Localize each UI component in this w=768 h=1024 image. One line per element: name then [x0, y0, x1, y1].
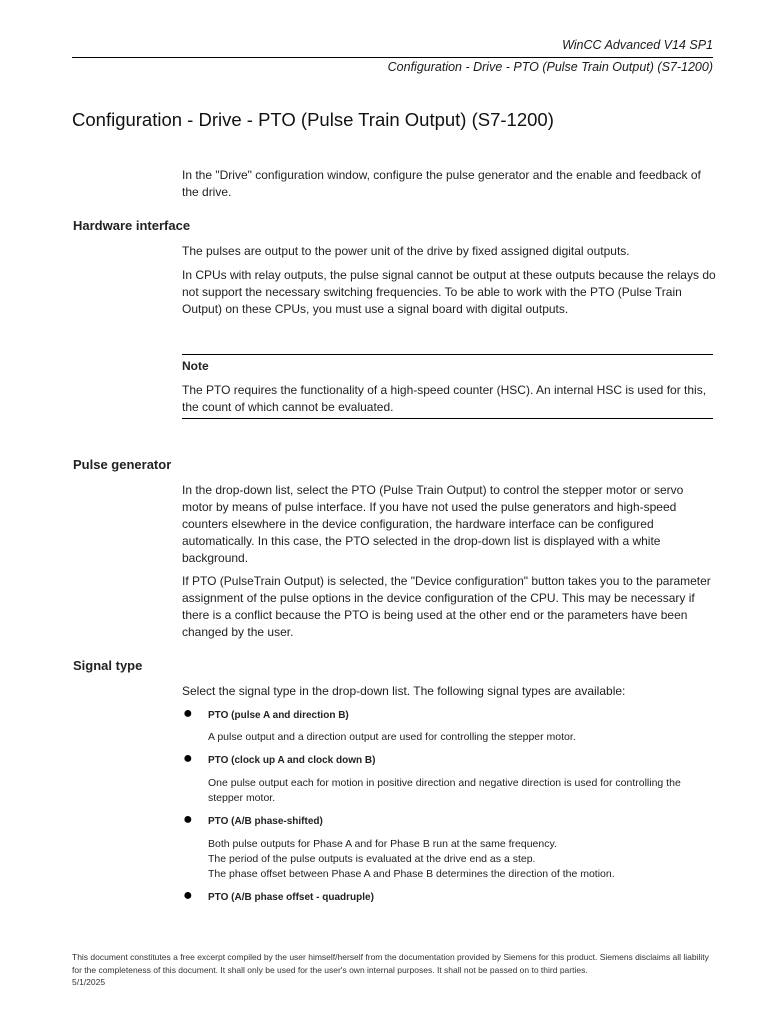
pulse-generator-para-2: If PTO (PulseTrain Output) is selected, the "Device configuration" button takes you to the parameter assignment of the pulse options in the device configuration of the CPU. This may be necessary if there is a conflict because the PTO is being used at the other end or the parameters have been changed by the user. — [182, 574, 711, 639]
pulse-generator-para-1: In the drop-down list, select the PTO (Pulse Train Output) to control the stepper motor or servo motor by means of pulse interface. If you have not used the pulse generators and high-speed counters elsewhere in the device configuration, the hardware interface can be configured automatically. In this case, the PTO selected in the drop-down list is displayed with a white background. — [182, 483, 684, 565]
signal-type-item-title: PTO (clock up A and clock down B) — [208, 755, 376, 766]
bullet-icon: ● — [183, 887, 193, 904]
page-title: Configuration - Drive - PTO (Pulse Train Output) (S7-1200) — [72, 109, 554, 130]
signal-type-intro: Select the signal type in the drop-down list. The following signal types are available: — [182, 684, 626, 698]
signal-type-heading: Signal type — [73, 658, 143, 673]
bullet-icon: ● — [183, 811, 193, 828]
hardware-interface-heading: Hardware interface — [73, 218, 191, 233]
header-product: WinCC Advanced V14 SP1 — [562, 38, 713, 52]
signal-type-item-desc: One pulse output each for motion in positive direction and negative direction is used for controlling the stepper motor. — [208, 777, 681, 804]
hardware-interface-para-2: In CPUs with relay outputs, the pulse signal cannot be output at these outputs because the relays do not support the necessary switching frequencies. To be able to work with the PTO (Pulse Train Output) on these CPUs, you must use a signal board with digital outputs. — [182, 268, 716, 316]
signal-type-item-desc: The period of the pulse outputs is evaluated at the drive end as a step. — [208, 853, 536, 865]
note-text: The PTO requires the functionality of a high-speed counter (HSC). An internal HSC is used for this, the count of which cannot be evaluated. — [182, 383, 707, 414]
hardware-interface-para-1: The pulses are output to the power unit of the drive by fixed assigned digital outputs. — [182, 244, 630, 258]
bullet-icon: ● — [183, 750, 193, 767]
signal-type-item-title: PTO (pulse A and direction B) — [208, 710, 349, 721]
bullet-icon: ● — [183, 705, 193, 722]
footer-disclaimer: This document constitutes a free excerpt compiled by the user himself/herself from the documentation provided by Siemens for this product. Siemens disclaims all liability for the completeness of this document. It shall only be used for the user's own internal purposes. It shall not be passed on to third parties. — [72, 952, 709, 975]
signal-type-item-title: PTO (A/B phase-shifted) — [208, 816, 323, 827]
signal-type-item-title: PTO (A/B phase offset - quadruple) — [208, 892, 374, 903]
note-top-rule — [182, 354, 713, 355]
signal-type-item-desc: A pulse output and a direction output are used for controlling the stepper motor. — [208, 731, 576, 743]
note-bottom-rule — [182, 418, 713, 419]
footer — [72, 951, 717, 989]
footer-date: 5/1/2025 — [72, 977, 106, 987]
signal-type-item-desc: Both pulse outputs for Phase A and for Phase B run at the same frequency. — [208, 838, 557, 850]
note-title: Note — [182, 359, 209, 373]
header-rule — [72, 57, 713, 58]
signal-type-item-desc: The phase offset between Phase A and Phase B determines the direction of the motion. — [208, 868, 615, 880]
intro-paragraph: In the "Drive" configuration window, configure the pulse generator and the enable and feedback of the drive. — [182, 168, 701, 199]
header-section: Configuration - Drive - PTO (Pulse Train Output) (S7-1200) — [387, 60, 713, 74]
pulse-generator-heading: Pulse generator — [73, 457, 172, 472]
